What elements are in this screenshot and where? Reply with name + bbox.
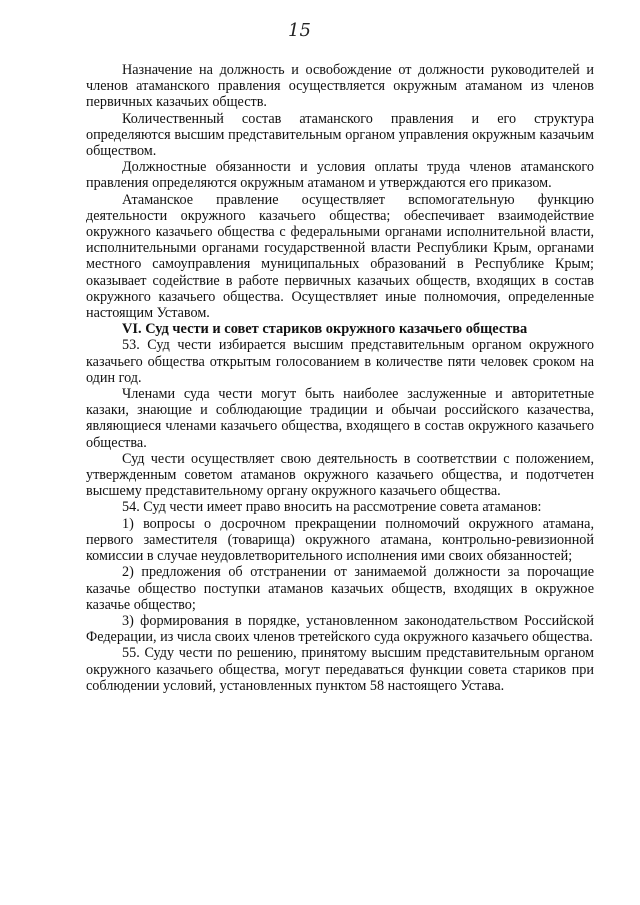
page-number: 15 — [288, 20, 311, 41]
paragraph: 55. Суду чести по решению, принятому высшим представительным органом окружного казачьего общества, могут передаваться функции совета стариков при соблюдении условий, установленных пунктом 58 настоящего Устава. — [86, 645, 594, 694]
list-item: 2) предложения об отстранении от занимаемой должности за порочащие казачье общество поступки атаманов казачьих обществ, входящих в окружное казачье общество; — [86, 564, 594, 613]
list-item: 1) вопросы о досрочном прекращении полномочий окружного атамана, первого заместителя (товарища) окружного атамана, контрольно-ревизионной комиссии в случае неудовлетворительного исполнения ими своих обязанностей; — [86, 515, 594, 565]
paragraph: Количественный состав атаманского правления и его структура определяются высшим представительным органом управления окружным казачьим обществом. — [86, 110, 594, 160]
list-item: 3) формирования в порядке, установленном законодательством Российской Федерации, из числа своих членов третейского суда окружного казачьего общества. — [86, 612, 594, 646]
paragraph: Суд чести осуществляет свою деятельность в соответствии с положением, утвержденным советом атаманов окружного казачьего общества, и подотчетен высшему представительному органу окружного казачьего общества. — [86, 450, 594, 500]
paragraph: Атаманское правление осуществляет вспомогательную функцию деятельности окружного казачьего общества; обеспечивает взаимодействие окружного казачьего общества с федеральными органами исполнительной власти, исполнительными органами государственной власти Республики Крым, органами местного самоуправления муниципальных образований в Республике Крым; оказывает содействие в работе первичных казачьих обществ, входящих в состав окружного казачьего общества. Осуществляет иные полномочия, определенные настоящим Уставом. — [86, 191, 594, 322]
paragraph: Членами суда чести могут быть наиболее заслуженные и авторитетные казаки, знающие и соблюдающие традиции и обычаи российского казачества, являющиеся членами казачьего общества, входящего в состав окружного казачьего общества. — [86, 386, 594, 451]
paragraph: 53. Суд чести избирается высшим представительным органом окружного казачьего общества открытым голосованием в количестве пяти человек сроком на один год. — [86, 337, 594, 386]
document-body — [86, 62, 594, 694]
paragraph: Должностные обязанности и условия оплаты труда членов атаманского правления определяются окружным атаманом и утверждаются его приказом. — [86, 159, 594, 192]
paragraph: 54. Суд чести имеет право вносить на рассмотрение совета атаманов: — [122, 499, 542, 516]
paragraph: Назначение на должность и освобождение от должности руководителей и членов атаманского правления осуществляется окружным атаманом из членов первичных казачьих обществ. — [86, 62, 594, 111]
section-heading: VI. Суд чести и совет стариков окружного казачьего общества — [122, 321, 528, 338]
